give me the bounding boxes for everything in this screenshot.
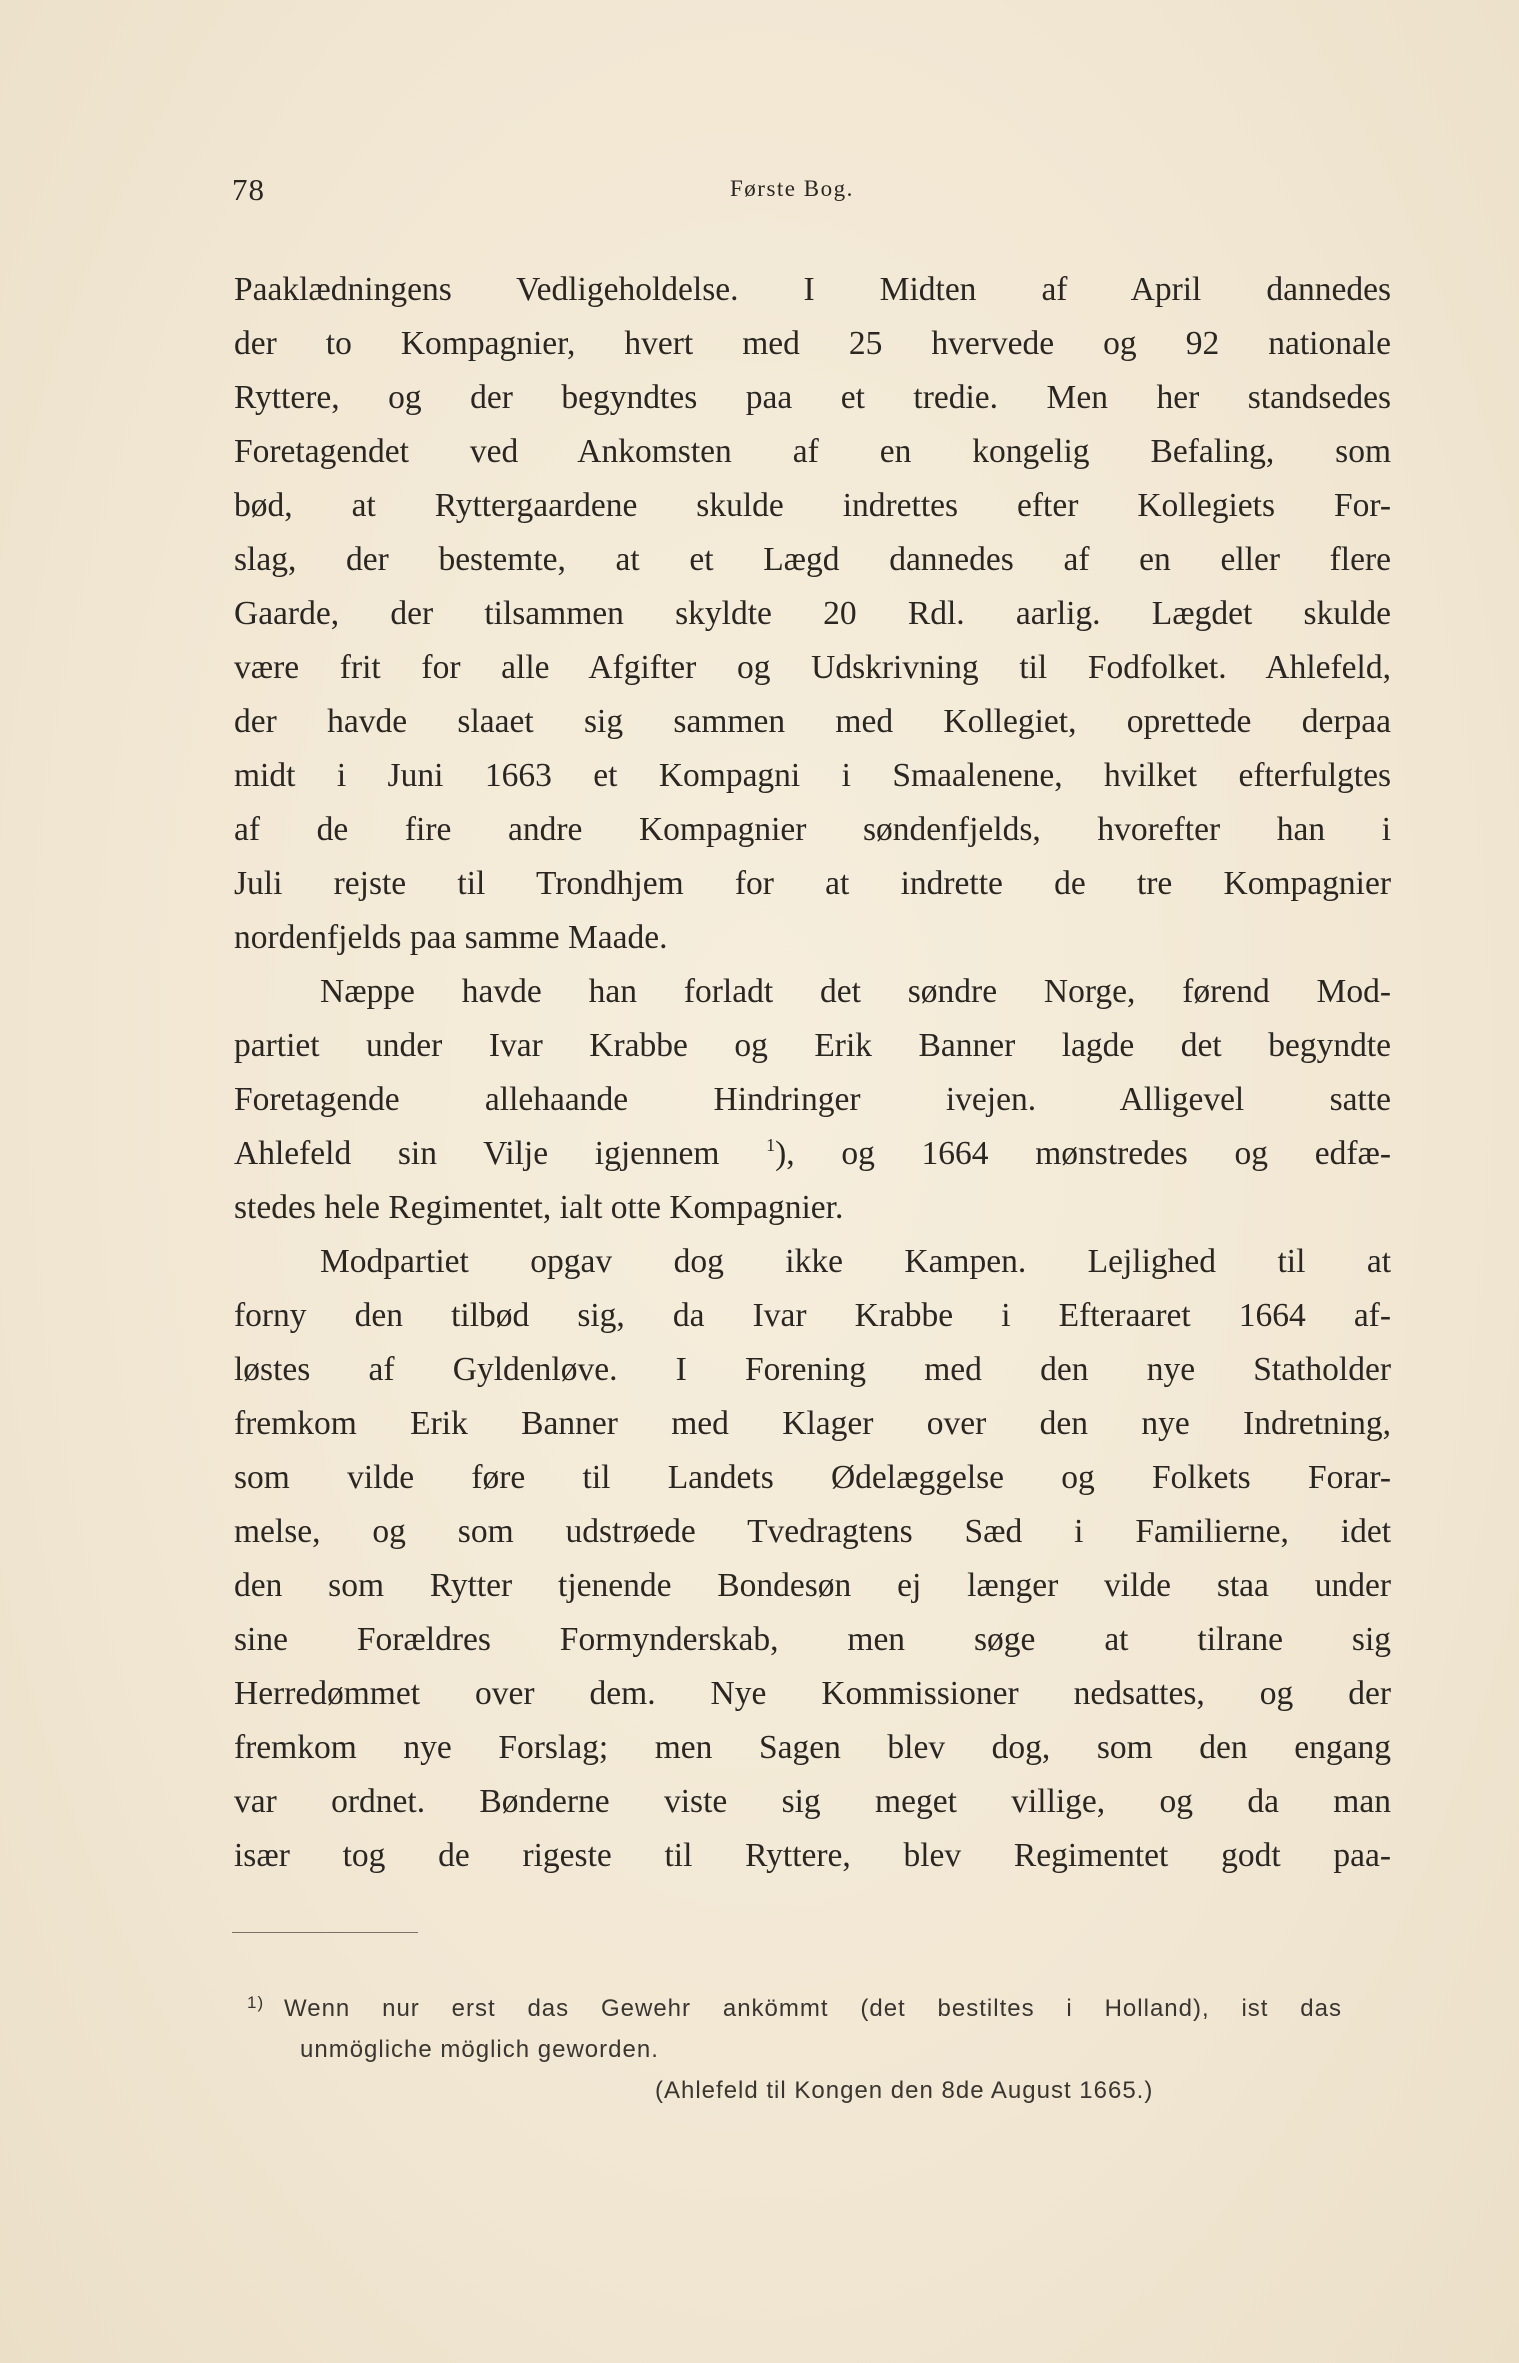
page-header: [232, 172, 1392, 212]
text-line: Ryttere, og der begyndtes paa et tredie. Men her standsedes: [234, 379, 1391, 416]
text-line: der to Kompagnier, hvert med 25 hvervede og 92 nationale: [234, 325, 1391, 362]
text-line: Gaarde, der tilsammen skyldte 20 Rdl. aarlig. Lægdet skulde: [234, 595, 1391, 632]
text-line: af de fire andre Kompagnier søndenfjelds, hvorefter han i: [234, 811, 1391, 848]
text-line: den som Rytter tjenende Bondesøn ej længer vilde staa under: [234, 1567, 1391, 1604]
text-line: fremkom nye Forslag; men Sagen blev dog, som den engang: [234, 1729, 1391, 1766]
text-line: Foretagendet ved Ankomsten af en kongelig Befaling, som: [234, 433, 1391, 470]
body-text: [234, 263, 1391, 1883]
text-line: stedes hele Regimentet, ialt otte Kompagnier.: [234, 1189, 844, 1226]
text-line: melse, og som udstrøede Tvedragtens Sæd i Familierne, idet: [234, 1513, 1391, 1550]
text-line: især tog de rigeste til Ryttere, blev Regimentet godt paa-: [234, 1837, 1391, 1874]
footnote-line: 1) Wenn nur erst das Gewehr ankömmt (det bestiltes i Holland), ist das: [247, 1993, 1342, 2022]
footnote-line: unmögliche möglich geworden.: [300, 2036, 659, 2063]
text-fragment: ), og 1664 mønstredes og edfæ-: [775, 1135, 1392, 1172]
text-line: sine Forældres Formynderskab, men søge at tilrane sig: [234, 1621, 1391, 1658]
footnotes: [232, 1988, 1342, 2111]
text-line: forny den tilbød sig, da Ivar Krabbe i Efteraaret 1664 af-: [234, 1297, 1391, 1334]
paragraph-first-line: Næppe havde han forladt det søndre Norge, førend Mod-: [320, 973, 1391, 1010]
footnote-divider: [232, 1932, 418, 1933]
text-line: nordenfjelds paa samme Maade.: [234, 919, 668, 956]
footnote-attribution: (Ahlefeld til Kongen den 8de August 1665.): [655, 2077, 1154, 2104]
text-line: bød, at Ryttergaardene skulde indrettes efter Kollegiets For-: [234, 487, 1391, 524]
text-line: som vilde føre til Landets Ødelæggelse og Folkets Forar-: [234, 1459, 1391, 1496]
text-line: være frit for alle Afgifter og Udskrivning til Fodfolket. Ahlefeld,: [234, 649, 1391, 686]
footnote-reference[interactable]: 1: [766, 1135, 776, 1155]
text-fragment: Ahlefeld sin Vilje igjennem: [234, 1135, 720, 1172]
text-line: slag, der bestemte, at et Lægd dannedes af en eller flere: [234, 541, 1391, 578]
paragraph-first-line: Modpartiet opgav dog ikke Kampen. Lejlighed til at: [320, 1243, 1391, 1280]
text-line: partiet under Ivar Krabbe og Erik Banner lagde det begyndte: [234, 1027, 1391, 1064]
running-head: Første Bog.: [730, 176, 854, 201]
text-line: midt i Juni 1663 et Kompagni i Smaalenene, hvilket efterfulgtes: [234, 757, 1391, 794]
footnote-text: Wenn nur erst das Gewehr ankömmt (det bestiltes i Holland), ist das: [284, 1995, 1342, 2022]
text-line: Foretagende allehaande Hindringer ivejen. Alligevel satte: [234, 1081, 1391, 1118]
text-line: fremkom Erik Banner med Klager over den nye Indretning,: [234, 1405, 1391, 1442]
text-line: Herredømmet over dem. Nye Kommissioner nedsattes, og der: [234, 1675, 1391, 1712]
text-line: Paaklædningens Vedligeholdelse. I Midten af April dannedes: [234, 271, 1391, 308]
text-line: var ordnet. Bønderne viste sig meget villige, og da man: [234, 1783, 1391, 1820]
text-line: der havde slaaet sig sammen med Kollegiet, oprettede derpaa: [234, 703, 1391, 740]
text-line: løstes af Gyldenløve. I Forening med den nye Statholder: [234, 1351, 1391, 1388]
page-number: 78: [232, 172, 265, 207]
text-line-with-footnote: [234, 1127, 1391, 1181]
text-line: Juli rejste til Trondhjem for at indrette de tre Kompagnier: [234, 865, 1391, 902]
